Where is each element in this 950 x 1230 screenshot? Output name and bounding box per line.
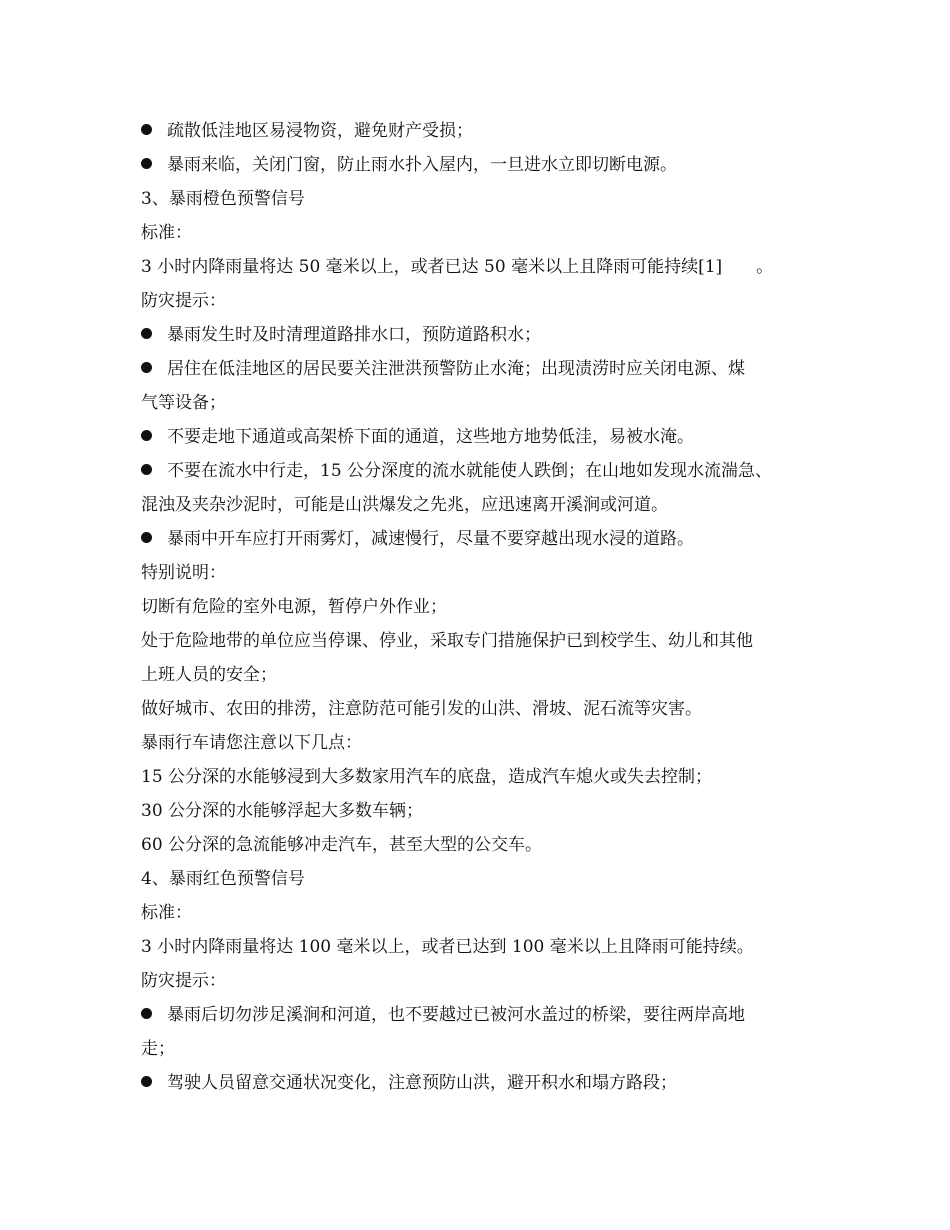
text-line xyxy=(141,556,841,590)
text-line xyxy=(141,284,841,318)
text-line xyxy=(141,692,841,726)
line-text: 做好城市、农田的排涝，注意防范可能引发的山洪、滑坡、泥石流等灾害。 xyxy=(141,699,702,719)
text-line xyxy=(141,658,841,692)
line-text: 混浊及夹杂沙泥时，可能是山洪爆发之先兆，应迅速离开溪涧或河道。 xyxy=(141,495,668,515)
text-line xyxy=(141,182,841,216)
line-text: 走； xyxy=(141,1039,175,1059)
text-line xyxy=(141,386,841,420)
line-text: 暴雨中开车应打开雨雾灯，减速慢行，尽量不要穿越出现水浸的道路。 xyxy=(167,529,694,549)
bullet-icon xyxy=(141,114,167,148)
line-text: 15 公分深的水能够浸到大多数家用汽车的底盘，造成汽车熄火或失去控制； xyxy=(141,767,713,787)
text-line xyxy=(141,760,841,794)
line-text: 防灾提示： xyxy=(141,971,226,991)
bullet-icon xyxy=(141,1066,167,1100)
line-text: 不要走地下通道或高架桥下面的通道，这些地方地势低洼，易被水淹。 xyxy=(167,427,694,447)
line-text: 切断有危险的室外电源，暂停户外作业； xyxy=(141,597,447,617)
text-line xyxy=(141,726,841,760)
line-text: 标准： xyxy=(141,903,192,923)
bullet-icon xyxy=(141,998,167,1032)
text-line xyxy=(141,930,841,964)
text-line xyxy=(141,794,841,828)
line-text: 暴雨发生时及时清理道路排水口，预防道路积水； xyxy=(167,325,541,345)
bullet-list-item xyxy=(141,420,841,454)
line-text: 居住在低洼地区的居民要关注泄洪预警防止水淹；出现渍涝时应关闭电源、煤 xyxy=(167,359,745,379)
line-text: 暴雨后切勿涉足溪涧和河道，也不要越过已被河水盖过的桥梁，要往两岸高地 xyxy=(167,1005,745,1025)
line-text: 气等设备； xyxy=(141,393,226,413)
line-text: 暴雨来临，关闭门窗，防止雨水扑入屋内，一旦进水立即切断电源。 xyxy=(167,155,677,175)
text-line xyxy=(141,216,841,250)
line-text: 标准： xyxy=(141,223,192,243)
text-line xyxy=(141,862,841,896)
line-text: 疏散低洼地区易浸物资，避免财产受损； xyxy=(167,121,473,141)
line-text: 防灾提示： xyxy=(141,291,226,311)
bullet-list-item xyxy=(141,454,841,488)
bullet-icon xyxy=(141,420,167,454)
line-text: 3、暴雨橙色预警信号 xyxy=(141,189,305,209)
line-text: 3 小时内降雨量将达 100 毫米以上，或者已达到 100 毫米以上且降雨可能持续。 xyxy=(141,937,754,957)
text-line xyxy=(141,590,841,624)
bullet-list-item xyxy=(141,998,841,1032)
bullet-icon xyxy=(141,148,167,182)
text-line xyxy=(141,964,841,998)
text-line xyxy=(141,828,841,862)
line-text: 驾驶人员留意交通状况变化，注意预防山洪，避开积水和塌方路段； xyxy=(167,1073,677,1093)
line-text: 不要在流水中行走，15 公分深度的流水就能使人跌倒；在山地如发现水流湍急、 xyxy=(167,461,773,481)
text-line xyxy=(141,624,841,658)
line-text: 3 小时内降雨量将达 50 毫米以上，或者已达 50 毫米以上且降雨可能持续[1] 。 xyxy=(141,257,774,277)
bullet-list-item xyxy=(141,1066,841,1100)
bullet-icon xyxy=(141,522,167,556)
line-text: 30 公分深的水能够浮起大多数车辆； xyxy=(141,801,424,821)
bullet-list-item xyxy=(141,114,841,148)
line-text: 暴雨行车请您注意以下几点： xyxy=(141,733,362,753)
text-line xyxy=(141,896,841,930)
text-line xyxy=(141,250,841,284)
bullet-list-item xyxy=(141,352,841,386)
bullet-list-item xyxy=(141,522,841,556)
line-text: 特别说明： xyxy=(141,563,226,583)
text-line xyxy=(141,488,841,522)
line-text: 上班人员的安全； xyxy=(141,665,277,685)
bullet-list-item xyxy=(141,148,841,182)
bullet-icon xyxy=(141,454,167,488)
line-text: 处于危险地带的单位应当停课、停业，采取专门措施保护已到校学生、幼儿和其他 xyxy=(141,631,753,651)
line-text: 60 公分深的急流能够冲走汽车，甚至大型的公交车。 xyxy=(141,835,543,855)
bullet-icon xyxy=(141,352,167,386)
bullet-icon xyxy=(141,318,167,352)
document-body xyxy=(141,114,841,1100)
text-line xyxy=(141,1032,841,1066)
line-text: 4、暴雨红色预警信号 xyxy=(141,869,305,889)
bullet-list-item xyxy=(141,318,841,352)
